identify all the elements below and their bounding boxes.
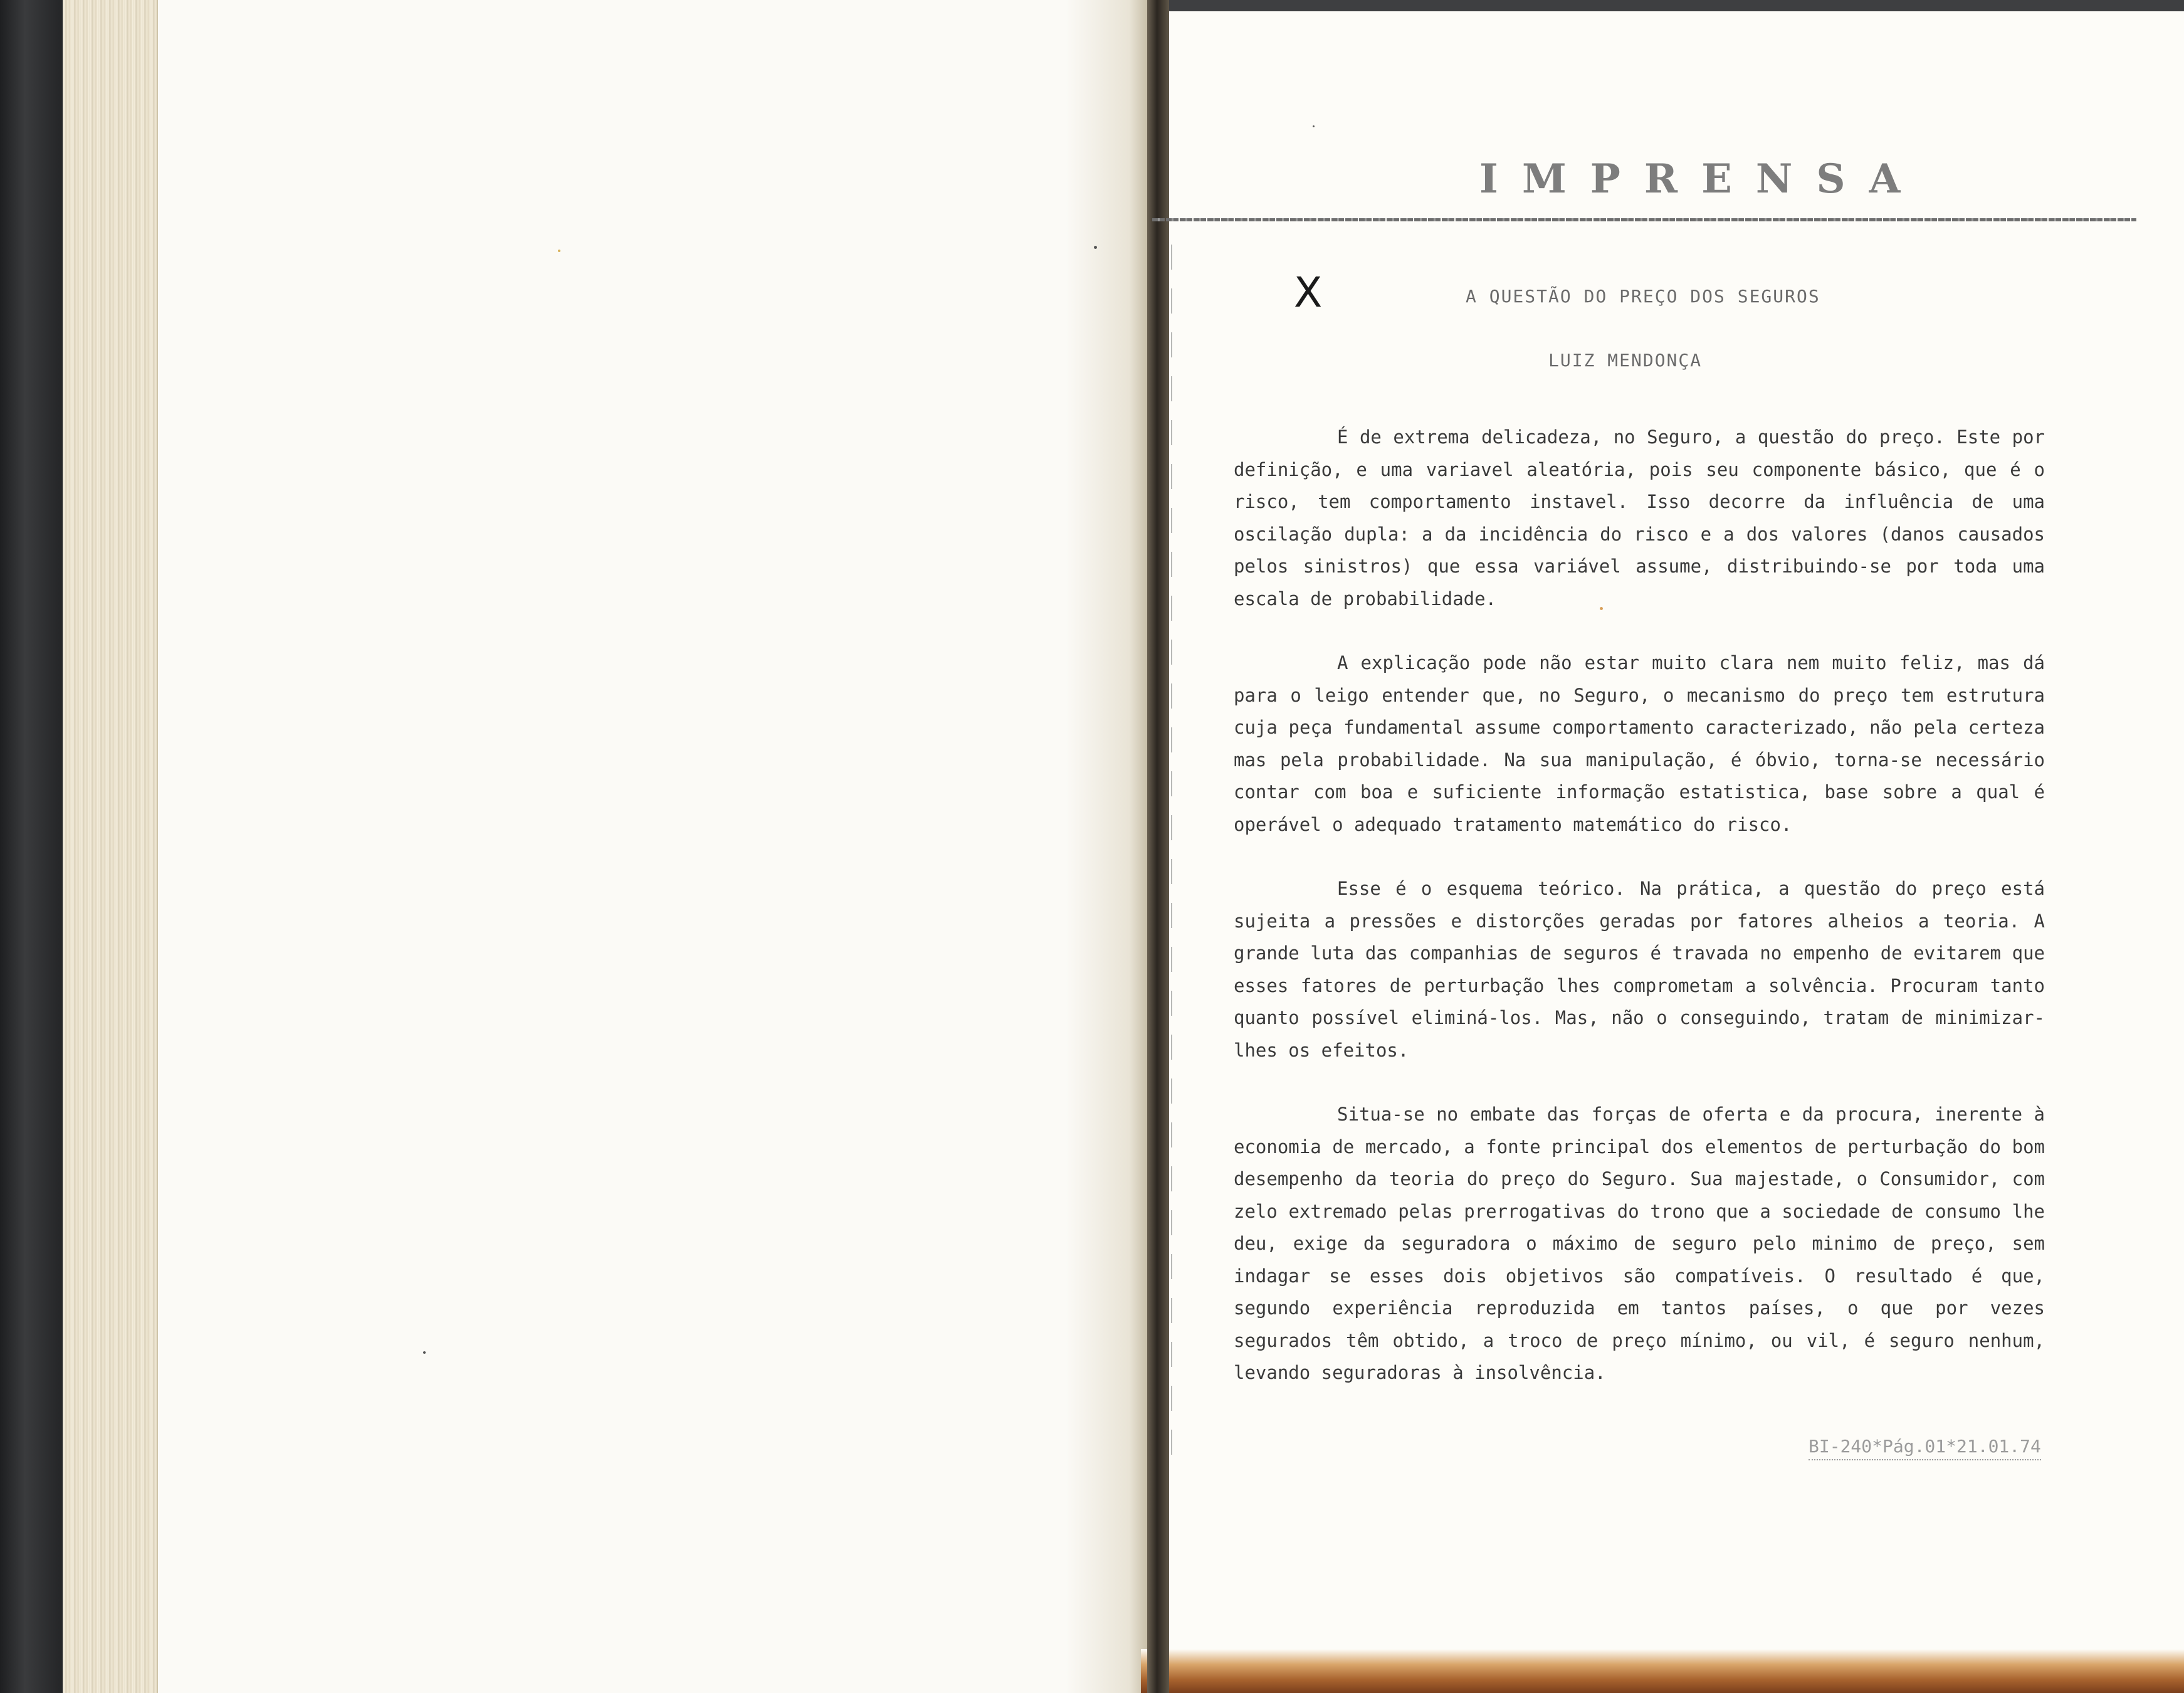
paragraph: É de extrema delicadeza, no Seguro, a questão do preço. Este por definição, e uma variavel aleatória, pois seu componente básico, que é o risco, tem comportamento instavel. Isso decorre da influência de uma oscilação dupla: a da incidência do risco e a dos valores (danos causados pelos sinistros) que essa variável assume, distribuindo-se por toda uma escala de probabilidade. bbox=[1234, 426, 2045, 609]
masthead: IMPRENSA bbox=[1479, 156, 1924, 203]
paragraph: A explicação pode não estar muito clara nem muito feliz, mas dá para o leigo entender que, no Seguro, o mecanismo do preço tem estrutura cuja peça fundamental assume comportamento caracterizado, não pela certeza mas pela probabilidade. Na sua manipulação, é óbvio, torna-se necessário contar com boa e suficiente informação estatistica, base sobre a qual é operável o adequado tratamento matemático do risco. bbox=[1234, 652, 2045, 835]
masthead-rule bbox=[1152, 218, 2136, 221]
page-edges bbox=[63, 0, 158, 1693]
book-cover-edge bbox=[1141, 1649, 2184, 1693]
article-title: A QUESTÃO DO PREÇO DOS SEGUROS bbox=[1466, 286, 1820, 307]
dust-speck bbox=[423, 1351, 426, 1354]
paragraph: Esse é o esquema teórico. Na prática, a questão do preço está sujeita a pressões e distorções geradas por fatores alheios a teoria. A grande luta das companhias de seguros é travada no empenho de evitarem que esses fatores de perturbação lhes comprometam a solvência. Procuram tanto quanto possível eliminá-los. Mas, não o conseguindo, tratam de minimizar-lhes os efeitos. bbox=[1234, 878, 2045, 1061]
dust-speck bbox=[558, 250, 560, 252]
page-footer: BI-240*Pág.01*21.01.74 bbox=[1809, 1436, 2041, 1460]
left-page-shadow bbox=[1066, 0, 1157, 1693]
left-page-blank bbox=[63, 0, 1157, 1693]
margin-line bbox=[1171, 245, 1172, 1467]
article-body bbox=[1234, 421, 2045, 1421]
dust-speck bbox=[1094, 246, 1097, 249]
handwritten-x-mark: X bbox=[1294, 268, 1323, 317]
article-author: LUIZ MENDONÇA bbox=[1548, 350, 1703, 371]
dust-speck bbox=[1600, 607, 1603, 610]
dust-speck bbox=[1313, 125, 1315, 127]
book-gutter bbox=[1147, 0, 1169, 1693]
paragraph: Situa-se no embate das forças de oferta e da procura, inerente à economia de mercado, a fonte principal dos elementos de perturbação do bom desempenho da teoria do preço do Seguro. Sua majestade, o Consumidor, com zelo extremado pelas prerrogativas do trono que a sociedade de consumo lhe deu, exige da seguradora o máximo de seguro pelo minimo de preço, sem indagar se esses dois objetivos são compatíveis. O resultado é que, segundo experiência reproduzida em tantos países, o que por vezes segurados têm obtido, a troco de preço mínimo, ou vil, é seguro nenhum, levando seguradoras à insolvência. bbox=[1234, 1104, 2045, 1383]
